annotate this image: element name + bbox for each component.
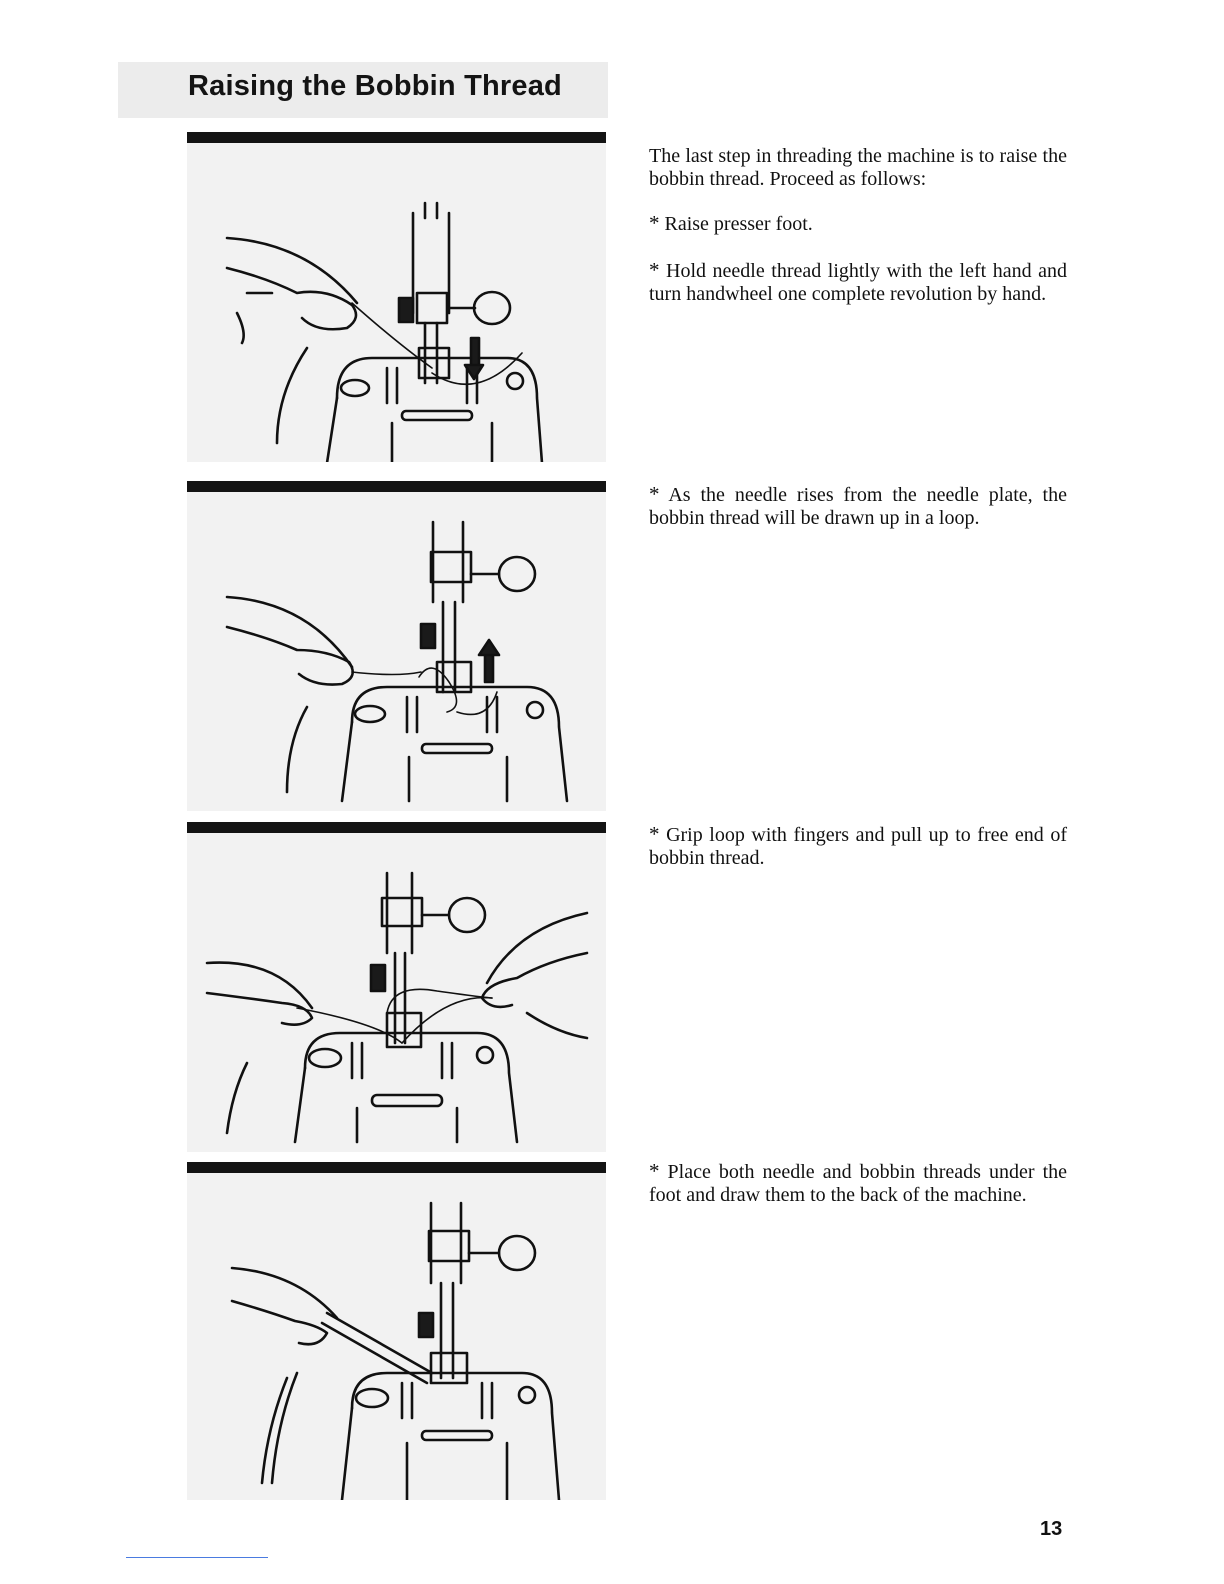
sewing-machine-illustration-4 [187,1173,606,1500]
panel-divider-bar [187,132,606,143]
sewing-machine-illustration-2 [187,492,606,811]
step-3 [649,483,1067,530]
step-marker: * [649,258,660,282]
step-5 [649,1160,1067,1207]
illustration-panel-2 [187,481,606,811]
step-text: Hold needle thread lightly with the left hand and turn handwheel one complete revolution by hand. [649,260,1068,305]
intro-paragraph: The last step in threading the machine is to raise the bobbin thread. Proceed as follows: [649,145,1067,190]
footer-rule [126,1557,268,1558]
step-text: As the needle rises from the needle plate, the bobbin thread will be drawn up in a loop. [649,484,1067,529]
step-text: Raise presser foot. [664,213,813,235]
step-marker: * [649,482,660,506]
step-1 [649,212,1067,236]
step-marker: * [649,1159,660,1183]
step-text: Grip loop with fingers and pull up to free end of bobbin thread. [649,824,1068,869]
page-title: Raising the Bobbin Thread [188,70,562,102]
panel-divider-bar [187,822,606,833]
sewing-machine-illustration-1 [187,143,606,462]
panel-divider-bar [187,481,606,492]
sewing-machine-illustration-3 [187,833,606,1152]
step-4 [649,823,1067,870]
illustration-panel-3 [187,822,606,1152]
illustration-panel-4 [187,1162,606,1500]
step-marker: * [649,211,660,235]
panel-divider-bar [187,1162,606,1173]
page-number: 13 [1040,1518,1063,1540]
step-2 [649,259,1067,306]
step-text: Place both needle and bobbin threads under the foot and draw them to the back of the machine. [649,1161,1068,1206]
step-marker: * [649,822,660,846]
illustration-panel-1 [187,132,606,462]
